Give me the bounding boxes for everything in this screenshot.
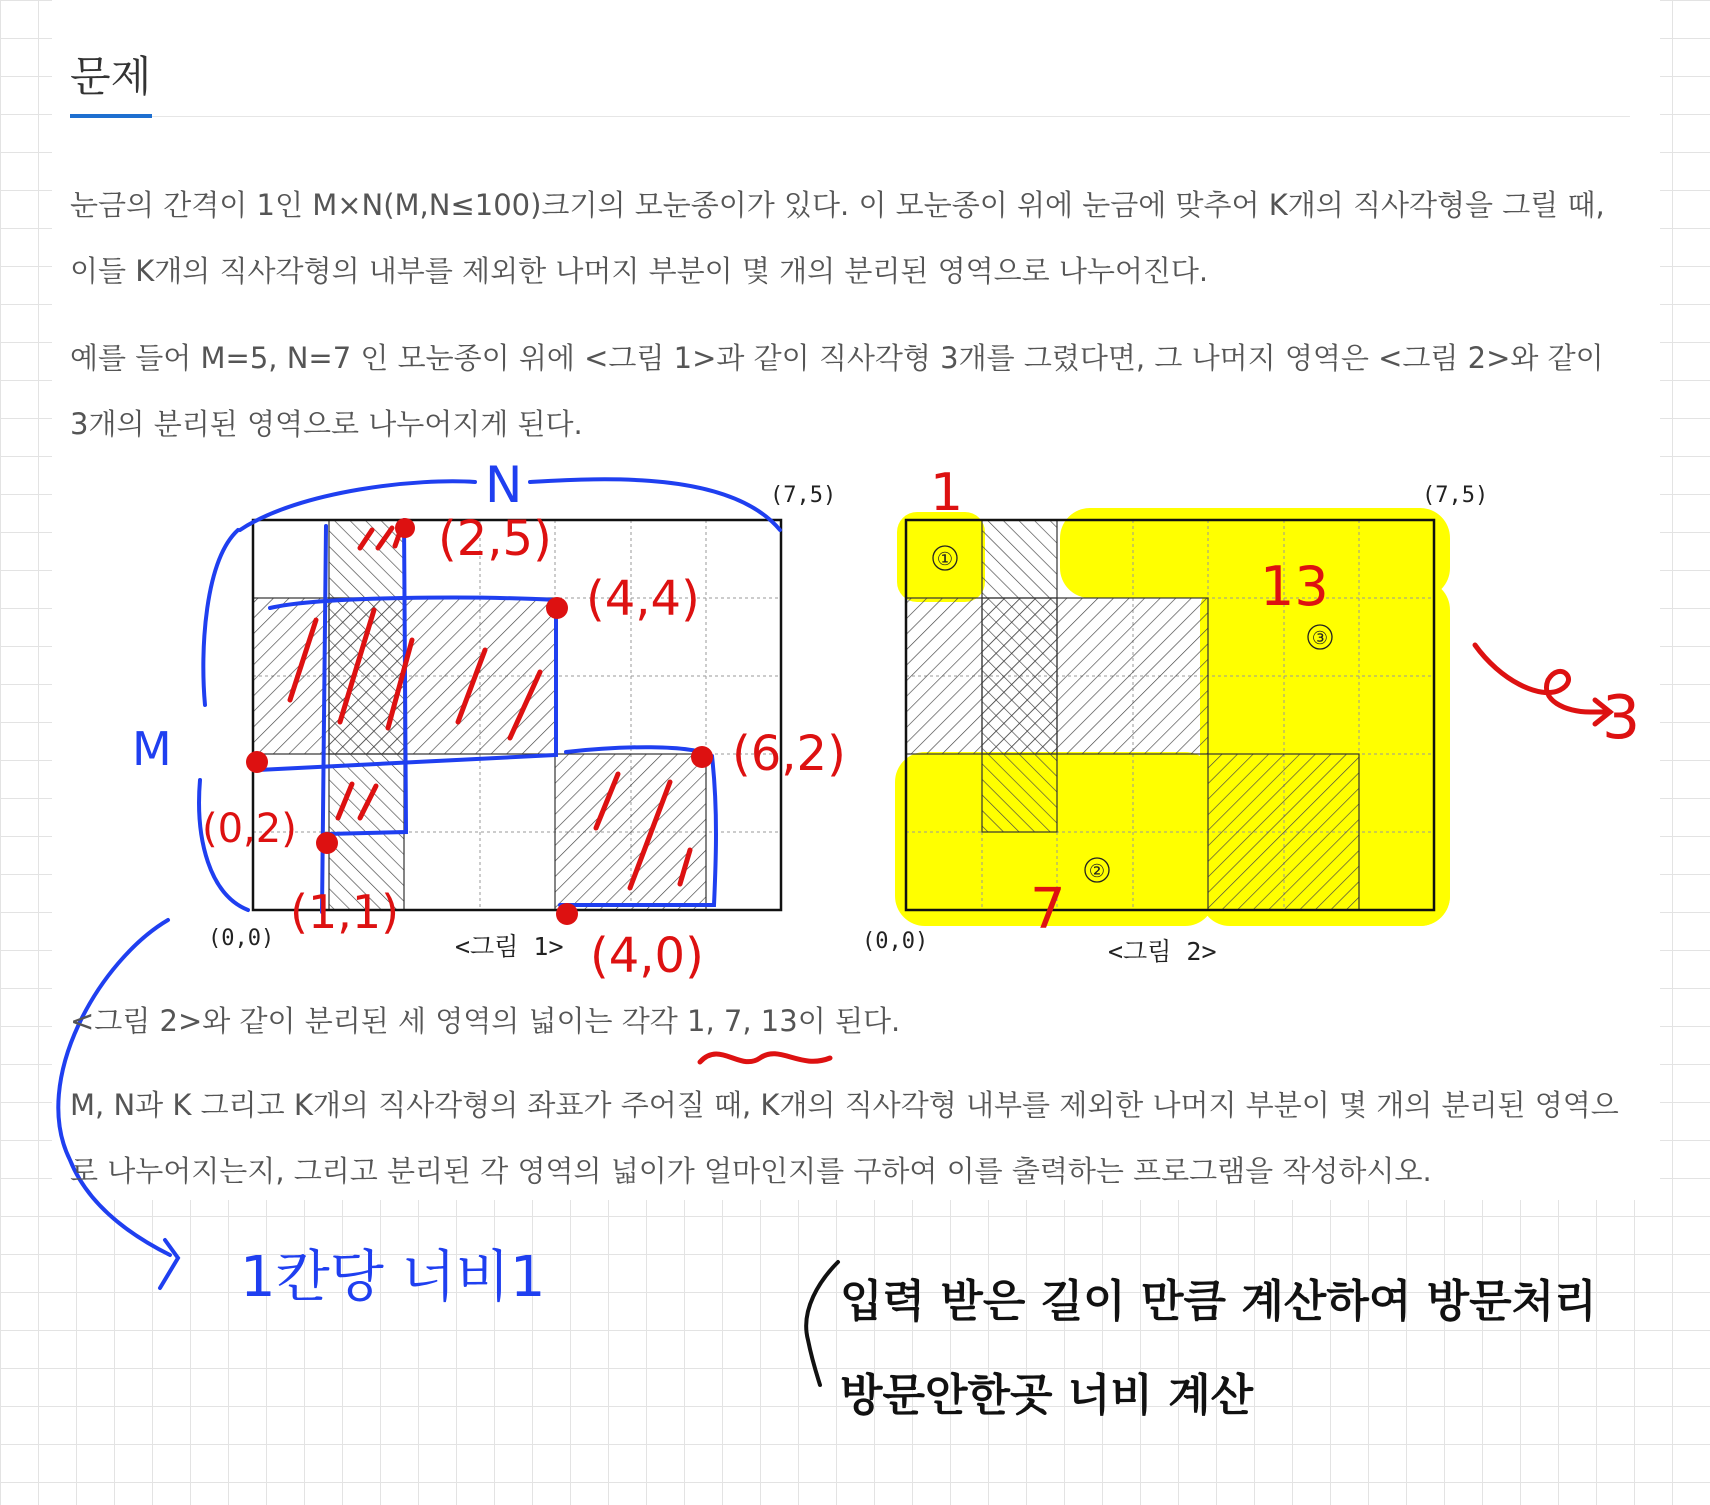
problem-paragraph-2: 예를 들어 M=5, N=7 인 모눈종이 위에 <그림 1>과 같이 직사각형 3개를 그렸다면, 그 나머지 영역은 <그림 2>와 같이 3개의 분리된 영역으로 나누어지게 된다.: [70, 341, 1604, 441]
black-note-line-2: 방문안한곳 너비 계산: [840, 1370, 1254, 1421]
blue-n-label: N: [485, 456, 523, 514]
red-squiggle: [700, 1054, 830, 1062]
figure-2-caption: <그림 2>: [1108, 937, 1217, 966]
region-marker-1-text: ①: [936, 549, 954, 570]
red-count-3: 3: [1602, 683, 1641, 753]
figure-1-caption: <그림 1>: [455, 932, 564, 961]
problem-paragraph-1: 눈금의 간격이 1인 M×N(M,N≤100)크기의 모눈종이가 있다. 이 모눈종이 위에 눈금에 맞추어 K개의 직사각형을 그릴 때, 이들 K개의 직사각형의 내부를 제외한 나머지 부분이 몇 개의 분리된 영역으로 나누어진다.: [70, 188, 1605, 288]
region-marker-2-text: ②: [1088, 861, 1106, 882]
red-point-label-3: (6,2): [732, 726, 846, 782]
black-bracket: [806, 1262, 838, 1385]
blue-m-bracket-top: [203, 530, 238, 705]
red-point-label-4: (0,2): [202, 806, 297, 852]
region-marker-3-text: ③: [1311, 628, 1329, 649]
figure-2: [862, 483, 1488, 966]
figure-1-origin-label: (0,0): [208, 926, 275, 951]
red-area-13: 13: [1260, 555, 1329, 618]
section-heading: 문제: [70, 52, 152, 101]
figure-1-corner-label: (7,5): [770, 483, 837, 508]
black-annotations: [806, 1262, 1596, 1421]
blue-m-label: M: [132, 722, 172, 776]
blue-n-bracket-right: [530, 479, 780, 530]
red-point-label-2: (4,4): [586, 571, 700, 627]
blue-note: 1칸당 너비1: [240, 1245, 546, 1310]
red-area-1: 1: [930, 463, 964, 523]
red-point-label-6: (4,0): [590, 928, 704, 984]
red-point-label-5: (1,1): [290, 885, 400, 939]
red-point-label-1: (2,5): [438, 511, 552, 567]
blue-arrow-head: [160, 1240, 178, 1288]
red-arrow: [1475, 645, 1610, 712]
figure-2-origin-label: (0,0): [862, 929, 929, 954]
red-area-7: 7: [1030, 877, 1066, 942]
figure-2-corner-label: (7,5): [1422, 483, 1489, 508]
black-note-line-1: 입력 받은 길이 만큼 계산하여 방문처리: [840, 1276, 1597, 1327]
problem-paragraph-3: <그림 2>와 같이 분리된 세 영역의 넓이는 각각 1, 7, 13이 된다.: [70, 1004, 901, 1038]
problem-paragraph-4: M, N과 K 그리고 K개의 직사각형의 좌표가 주어질 때, K개의 직사각형 내부를 제외한 나머지 부분이 몇 개의 분리된 영역으로 나누어지는지, 그리고 분리된 각 영역의 넓이가 얼마인지를 구하여 이를 출력하는 프로그램을 작성하시오.: [70, 1088, 1619, 1188]
